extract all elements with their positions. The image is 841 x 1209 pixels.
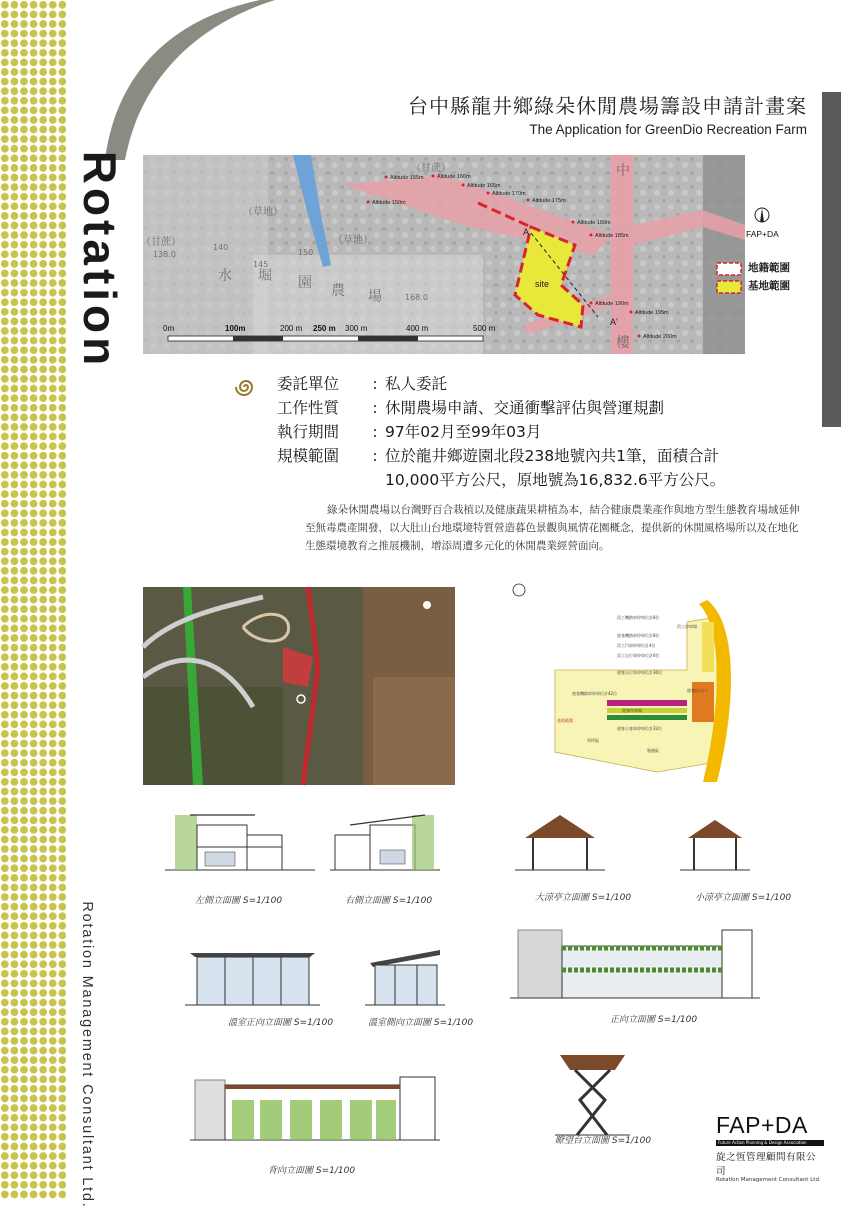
svg-text:基地範圍: 基地範圍 [557,718,573,723]
svg-text:500 m: 500 m [473,324,496,333]
svg-text:員工機踏車停車位計8位: 員工機踏車停車位計8位 [617,615,660,620]
caption-watchtower: 瞭望台立面圖 S=1/100 [555,1136,652,1146]
svg-text:400 m: 400 m [406,324,429,333]
svg-text:農: 農 [331,283,345,299]
svg-text:遊客小客車停車位計32位: 遊客小客車停車位計32位 [617,726,663,731]
info-row-scope: 規模範圍 : 位於龍井鄉遊園北段238地號內共1筆，面積合計 [277,447,719,465]
spiral-icon [231,372,261,402]
compass-icon [755,208,769,222]
site-label: site [535,279,550,289]
caption-greenhouse-side: 溫室側向立面圖 S=1/100 [368,1018,474,1028]
svg-text:A': A' [610,317,618,327]
front-elevation-drawing [510,918,760,1008]
svg-text:堀: 堀 [258,268,272,284]
svg-text:員工自行車停車位計6位: 員工自行車停車位計6位 [617,653,660,658]
svg-text:遊客出入口: 遊客出入口 [687,688,707,693]
company-vertical: Rotation Management Consultant Ltd. [79,901,95,1209]
svg-text:（甘蔗）: （甘蔗） [141,237,181,248]
svg-text:園: 園 [298,275,312,291]
page-title: 台中縣龍井鄉綠朵休閒農場籌設申請計畫案 [408,94,807,118]
caption-right-elevation: 右側立面圖 S=1/100 [345,896,433,906]
caption-left-elevation: 左側立面圖 S=1/100 [195,896,283,906]
info-row-client: 委託單位 : 私人委託 [277,375,448,393]
legend-site: 基地範圍 [748,280,790,292]
aerial-photo [143,587,455,785]
company-logo [716,1112,824,1183]
svg-text:138.0: 138.0 [153,250,176,259]
svg-text:服務區: 服務區 [647,748,659,753]
company-name-zh: 旋之恆管理顧問有限公司 [716,1152,817,1177]
svg-text:（甘蔗）: （甘蔗） [411,163,451,174]
small-pavilion-drawing [680,810,750,875]
svg-text:Altitude 200m: Altitude 200m [643,334,677,340]
site-plan-graphic [507,582,777,782]
svg-text:（草地）: （草地） [333,235,373,246]
svg-text:遊客停車場: 遊客停車場 [622,708,642,713]
info-row-work: 工作性質 : 休閒農場申請、交通衝擊評估與營運規劃 [277,399,665,417]
svg-text:中: 中 [616,163,630,179]
svg-text:草坪區: 草坪區 [587,738,599,743]
svg-text:250 m: 250 m [313,324,336,333]
svg-text:樓: 樓 [616,335,630,351]
svg-text:Altitude 195m: Altitude 195m [635,310,669,316]
fapda-mark: FAP+DA [716,1112,808,1138]
page-subtitle: The Application for GreenDio Recreation Farm [529,122,807,137]
company-name-en: Rotation Management Consultant Ltd. [716,1177,821,1183]
back-elevation-drawing [190,1055,440,1145]
legend-cadastral: 地籍範圍 [748,262,790,274]
svg-text:Altitude 160m: Altitude 160m [437,174,471,180]
greenhouse-side-drawing [365,935,445,1010]
caption-big-pavilion: 大涼亭立面圖 S=1/100 [535,893,632,903]
side-grey-bar [822,92,841,427]
aerial-photo-graphic [143,587,455,785]
svg-text:150: 150 [298,248,314,257]
caption-front-elevation: 正向立面圖 S=1/100 [610,1015,698,1025]
caption-back-elevation: 背向立面圖 S=1/100 [268,1166,356,1176]
svg-text:水: 水 [218,268,232,284]
info-row-scope-cont: 10,000平方公尺，原地號為16,832.6平方公尺。 [385,471,726,489]
svg-text:140: 140 [213,243,229,252]
greenhouse-front-drawing [185,935,320,1010]
big-pavilion-drawing [515,800,605,875]
fapda-strip: Future Action Planning & Design Association [716,1140,824,1146]
info-row-period: 執行期間 : 97年02月至99年03月 [277,423,542,441]
caption-small-pavilion: 小涼亭立面圖 S=1/100 [695,893,792,903]
dotted-sidebar-pattern [0,0,66,1200]
swoosh-decoration [95,0,275,160]
brand-vertical: Rotation [74,150,126,370]
svg-text:（草地）: （草地） [243,207,283,218]
svg-text:168.0: 168.0 [405,293,428,302]
svg-text:Altitude 150m: Altitude 150m [372,200,406,206]
svg-text:Altitude 165m: Altitude 165m [467,183,501,189]
right-elevation-drawing [330,800,440,875]
svg-text:遊客機踏車停車位計8位: 遊客機踏車停車位計8位 [617,633,660,638]
svg-text:Altitude 185m: Altitude 185m [595,233,629,239]
site-plan [507,582,777,782]
svg-text:300 m: 300 m [345,324,368,333]
svg-text:FAP+DA: FAP+DA [746,229,779,239]
site-location-map [141,155,790,354]
svg-text:員工停車場: 員工停車場 [677,624,697,629]
caption-greenhouse-front: 溫室正向立面圖 S=1/100 [228,1018,334,1028]
project-description: 綠朵休閒農場以台灣野百合栽植以及健康蔬果耕植為本，結合健康農業產作與地方型生態教育場域延伸至無毒農產開發，以大肚山台地環境特質營造暮色景觀與風情花園概念，提供新的休閒風格場所以及在地化生態環境教育之推展機制，增添周遭多元化的休閒農業經營面向。 [305,504,800,552]
svg-text:100m: 100m [225,324,246,333]
svg-text:Altitude 180m: Altitude 180m [577,220,611,226]
svg-text:145: 145 [253,260,269,269]
svg-text:Altitude 170m: Altitude 170m [492,191,526,197]
svg-text:遊客機踏車停車位計42位: 遊客機踏車停車位計42位 [572,691,618,696]
svg-text:A: A [523,227,530,237]
left-elevation-drawing [165,800,315,875]
svg-text:Altitude 190m: Altitude 190m [595,301,629,307]
svg-text:0m: 0m [163,324,175,333]
svg-text:場: 場 [368,289,382,305]
svg-text:Altitude 155m: Altitude 155m [390,175,424,181]
svg-text:遊客自行車停車位計30位: 遊客自行車停車位計30位 [617,670,663,675]
watchtower-drawing [555,1040,630,1140]
svg-text:200 m: 200 m [280,324,303,333]
svg-text:員工汽車停車位計4位: 員工汽車停車位計4位 [617,643,656,648]
svg-text:Altitude 175m: Altitude 175m [532,198,566,204]
